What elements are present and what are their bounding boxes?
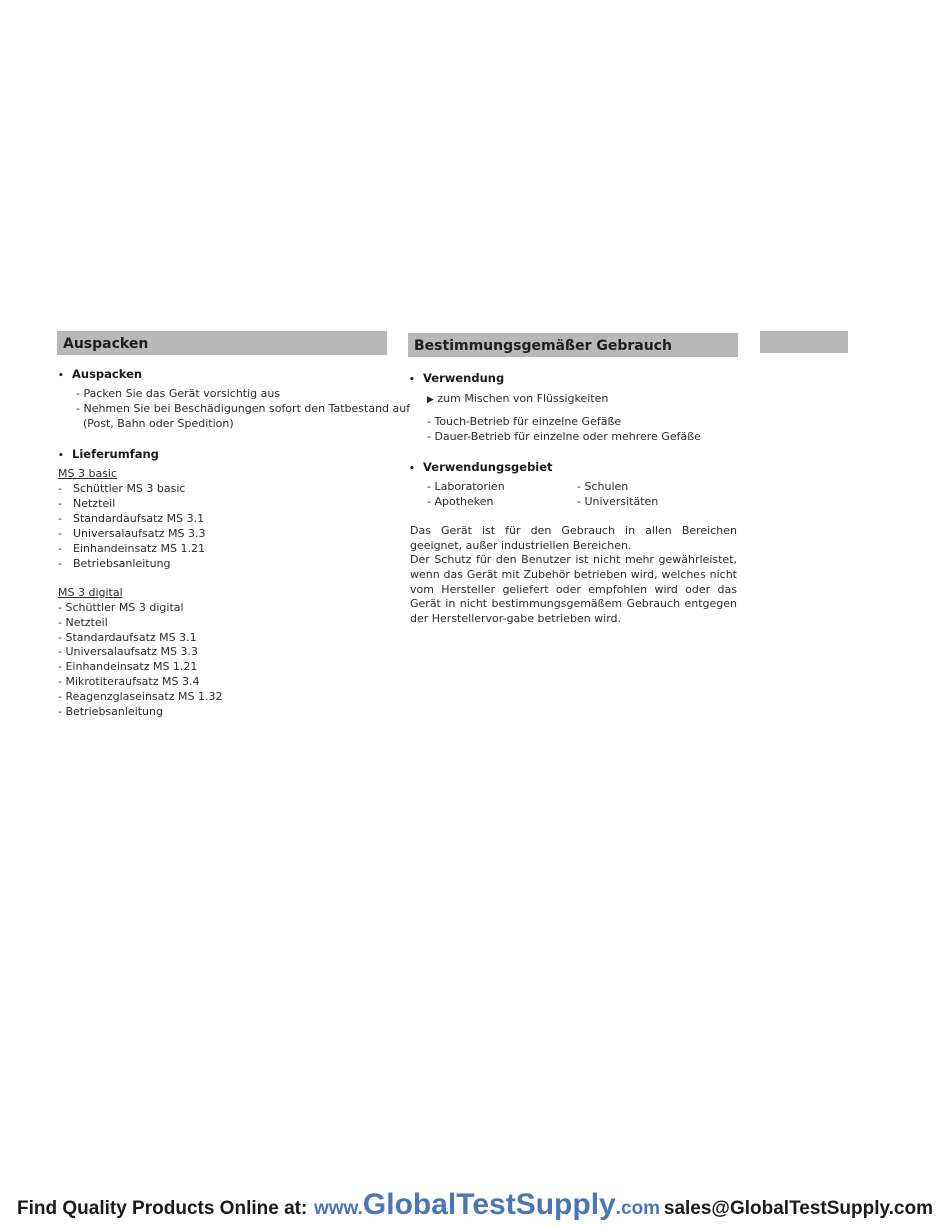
area-item: - Apotheken (427, 495, 494, 508)
bullet-heading-label: Lieferumfang (72, 447, 159, 461)
unpack-item: - Packen Sie das Gerät vorsichtig aus (76, 387, 281, 400)
bullet-icon: • (58, 371, 64, 381)
basic-item-dash: - (58, 542, 62, 555)
digital-item: - Mikrotiteraufsatz MS 3.4 (58, 675, 200, 688)
section-header-label: Auspacken (63, 336, 149, 352)
bullet-icon: • (58, 451, 64, 461)
usage-arrow-label: zum Mischen von Flüssigkeiten (437, 392, 609, 405)
usage-arrow-item (427, 391, 608, 408)
digital-item: - Standardaufsatz MS 3.1 (58, 631, 197, 644)
bullet-icon: • (409, 375, 415, 385)
area-item: - Universitäten (577, 495, 659, 508)
bullet-heading-verwendungsgebiet (409, 460, 553, 474)
bullet-heading-verwendung (409, 371, 504, 385)
basic-item: Schüttler MS 3 basic (73, 482, 186, 495)
footer-url[interactable] (314, 1188, 660, 1222)
digital-item: - Universalaufsatz MS 3.3 (58, 645, 198, 658)
bullet-heading-label: Verwendungsgebiet (423, 460, 553, 474)
usage-item: - Dauer-Betrieb für einzelne oder mehrere Gefäße (427, 430, 701, 443)
basic-item: Einhandeinsatz MS 1.21 (73, 542, 205, 555)
section-header-gebrauch (408, 333, 738, 357)
digital-item: - Netzteil (58, 616, 108, 629)
section-header-auspacken (57, 331, 387, 355)
bullet-heading-label: Auspacken (72, 367, 143, 381)
footer-tagline: Find Quality Products Online at: (17, 1198, 308, 1219)
subheading-ms3-digital: MS 3 digital (58, 586, 123, 599)
footer-email[interactable]: sales@GlobalTestSupply.com (663, 1198, 933, 1219)
gray-tab-marker (760, 331, 848, 353)
digital-item: - Betriebsanleitung (58, 705, 163, 718)
basic-item: Standardaufsatz MS 3.1 (73, 512, 205, 525)
subheading-ms3-basic: MS 3 basic (58, 467, 118, 480)
bullet-heading-auspacken (58, 367, 142, 381)
unpack-item: (Post, Bahn oder Spedition) (83, 417, 234, 430)
basic-item-dash: - (58, 527, 62, 540)
digital-item: - Einhandeinsatz MS 1.21 (58, 660, 198, 673)
footer-url-main: GlobalTestSupply (362, 1188, 616, 1221)
basic-item: Universalaufsatz MS 3.3 (73, 527, 206, 540)
basic-item-dash: - (58, 557, 62, 570)
section-header-label: Bestimmungsgemäßer Gebrauch (414, 338, 672, 354)
basic-item-dash: - (58, 482, 62, 495)
basic-item: Netzteil (73, 497, 116, 510)
area-item: - Schulen (577, 480, 629, 493)
usage-item: - Touch-Betrieb für einzelne Gefäße (427, 415, 622, 428)
bullet-icon: • (409, 464, 415, 474)
basic-item-dash: - (58, 512, 62, 525)
footer-url-prefix: www. (314, 1198, 363, 1219)
footer-url-suffix: .com (615, 1198, 661, 1219)
digital-item: - Schüttler MS 3 digital (58, 601, 184, 614)
basic-item: Betriebsanleitung (73, 557, 171, 570)
area-item: - Laboratorien (427, 480, 505, 493)
digital-item: - Reagenzglaseinsatz MS 1.32 (58, 690, 223, 703)
usage-paragraph-2: Der Schutz für den Benutzer ist nicht mehr gewährleistet, wenn das Gerät mit Zubehör betrieben wird, welches nicht vom Hersteller geliefert oder empfohlen wird oder das Gerät in nicht bestimmungsgemäßem Gebrauch entgegen der Herstellervor-gabe betrieben wird. (410, 553, 737, 626)
unpack-item: - Nehmen Sie bei Beschädigungen sofort den Tatbestand auf (76, 402, 411, 415)
bullet-heading-label: Verwendung (423, 371, 505, 385)
usage-paragraph-1: Das Gerät ist für den Gebrauch in allen Bereichen geeignet, außer industriellen Bereichen. (410, 524, 737, 552)
basic-item-dash: - (58, 497, 62, 510)
triangle-right-icon: ▶ (427, 395, 434, 405)
bullet-heading-lieferumfang (58, 447, 159, 461)
